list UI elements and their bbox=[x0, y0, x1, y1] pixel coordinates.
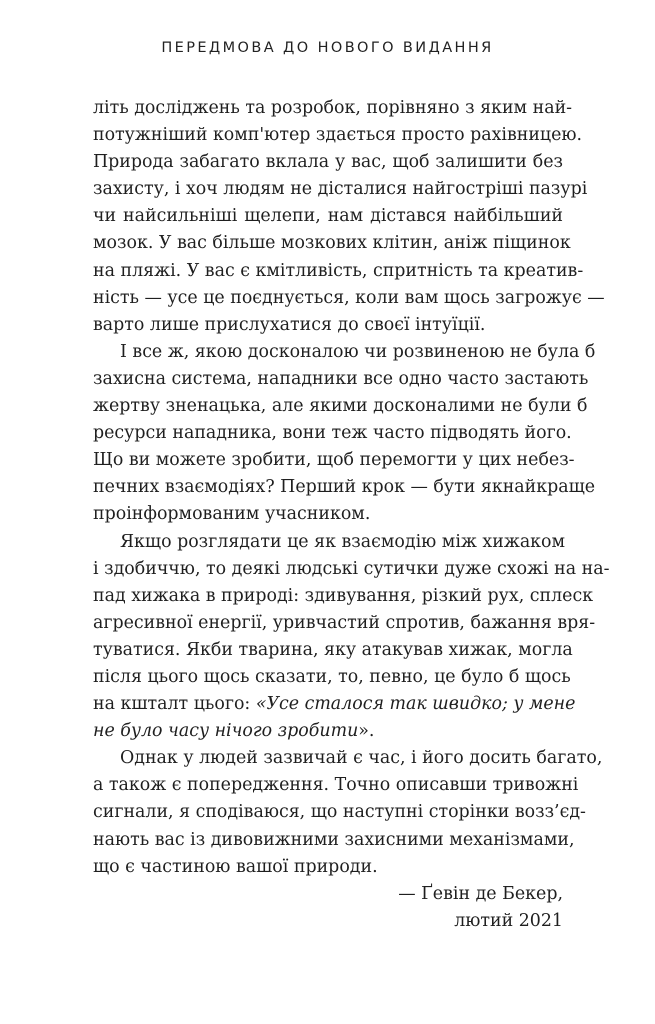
text-line: Що ви можете зробити, щоб перемогти у цих небез- bbox=[93, 450, 575, 471]
text-line: печних взаємодіях? Перший крок — бути якнайкраще bbox=[93, 477, 596, 498]
text-line: І все ж, якою досконалою чи розвиненою не була б bbox=[120, 341, 596, 362]
text-line: літь досліджень та розробок, порівняно з яким най- bbox=[93, 98, 573, 118]
text-line: Якщо розглядати це як взаємодію між хижаком bbox=[120, 531, 566, 552]
text-line: захисна система, нападники все одно часто застають bbox=[93, 368, 589, 389]
signature-author: — Ґевін де Бекер, bbox=[398, 883, 563, 904]
text-line: на пляжі. У вас є кмітливість, спритність та креатив- bbox=[93, 260, 584, 281]
signature bbox=[93, 881, 563, 935]
text-line: ресурси нападника, вони теж часто підводять його. bbox=[93, 423, 572, 444]
text-run: ». bbox=[358, 721, 375, 742]
text-line: потужніший комп'ютер здається просто рахівницею. bbox=[93, 125, 583, 146]
text-line: мозок. У вас більше мозкових клітин, аніж піщинок bbox=[93, 233, 571, 254]
text-run: на кшталт цього: bbox=[93, 694, 256, 715]
text-line: нають вас із дивовижними захисними механізмами, bbox=[93, 829, 575, 850]
text-line: чи найсильніші щелепи, нам дістався найбільший bbox=[93, 206, 563, 227]
text-line: а також є попередження. Точно описавши тривожні bbox=[93, 775, 579, 796]
text-line: Природа забагато вклала у вас, щоб залишити без bbox=[93, 152, 563, 173]
text-line: пад хижака в природі: здивування, різкий рух, сплеск bbox=[93, 585, 594, 606]
signature-date: лютий 2021 bbox=[454, 910, 563, 931]
running-head-title: ПЕРЕДМОВА ДО НОВОГО ВИДАННЯ bbox=[161, 40, 494, 56]
text-line: варто лише прислухатися до своєї інтуїції. bbox=[93, 314, 486, 335]
paragraph-4 bbox=[93, 745, 603, 880]
paragraph-3 bbox=[93, 529, 610, 746]
text-line: агресивної енергії, уривчастий спротив, бажання вря- bbox=[93, 612, 596, 633]
quote-text: не було часу нічого зробити bbox=[93, 721, 359, 742]
text-line: що є частиною вашої природи. bbox=[93, 856, 378, 877]
text-line bbox=[93, 718, 563, 745]
text-line: жертву зненацька, але якими досконалими не були б bbox=[93, 396, 588, 417]
text-line: сигнали, я сподіваюся, що наступні сторінки возз’єд- bbox=[93, 802, 586, 823]
text-line: Однак у людей зазвичай є час, і його досить багато, bbox=[120, 748, 603, 769]
text-line: і здобиччю, то деякі людські сутички дуже схожі на на- bbox=[93, 558, 610, 579]
text-line bbox=[93, 691, 576, 718]
text-line: після цього щось сказати, то, певно, це було б щось bbox=[93, 666, 571, 687]
quote-text: «Усе сталося так швидко; у мене bbox=[255, 694, 576, 715]
text-line: захисту, і хоч людям не дісталися найгостріші пазурі bbox=[93, 179, 588, 200]
paragraph-2 bbox=[93, 339, 596, 529]
text-line: проінформованим учасником. bbox=[93, 504, 371, 525]
paragraph-1 bbox=[93, 95, 605, 339]
page-body bbox=[93, 95, 610, 935]
text-line: туватися. Якби тварина, яку атакував хижак, могла bbox=[93, 639, 573, 660]
text-line: ність — усе це поєднується, коли вам щось загрожує — bbox=[93, 287, 605, 308]
